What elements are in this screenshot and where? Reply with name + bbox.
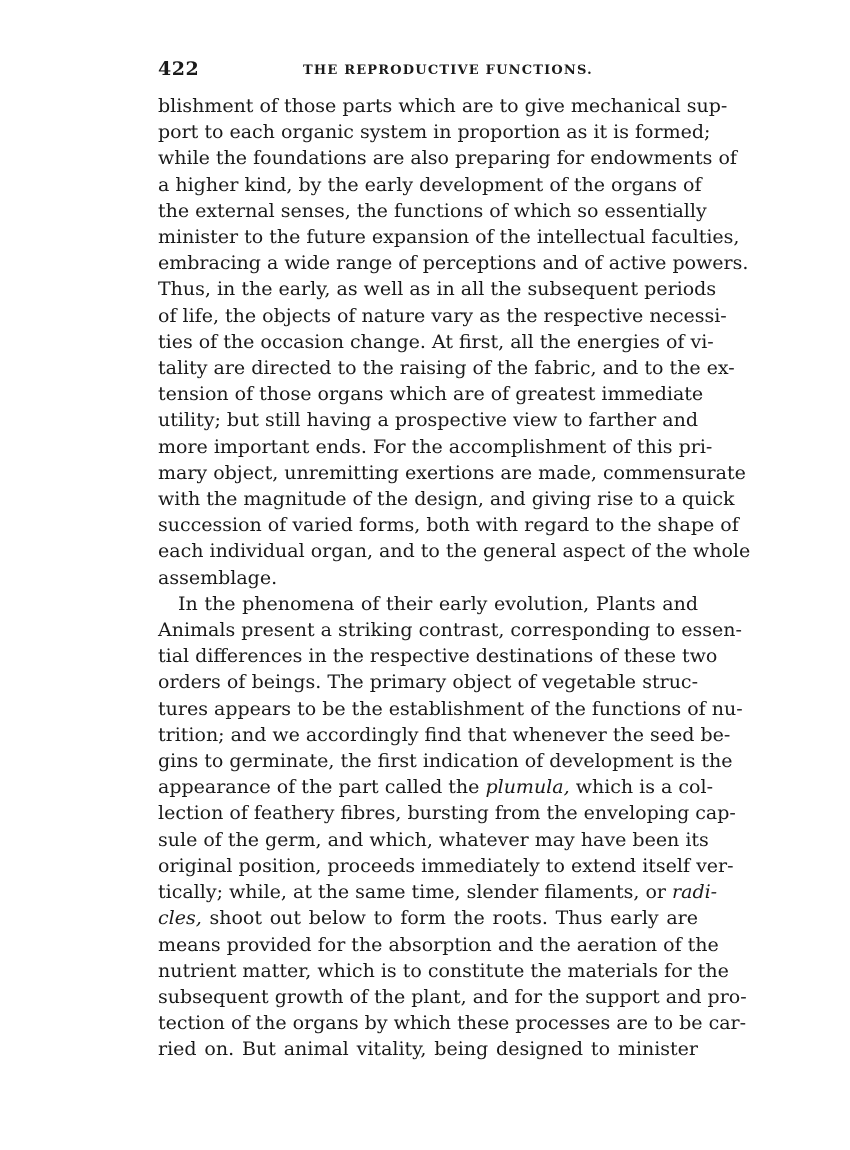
text-fragment: which is a col- [575,776,713,799]
italic-term-radicles: radi- [672,881,718,904]
text-line: Thus, in the early, as well as in all the subsequent periods [158,278,717,301]
text-line-plumula [158,774,713,800]
text-line: assemblage. [158,566,278,589]
body-text [158,93,751,1063]
text-line: nutrient matter, which is to constitute the materials for the [158,959,729,982]
text-line: subsequent growth of the plant, and for the support and pro- [158,985,747,1008]
text-line: lection of feathery fibres, bursting from the enveloping cap- [158,802,736,825]
text-line: original position, proceeds immediately to extend itself ver- [158,854,734,877]
text-line: Animals present a striking contrast, corresponding to essen- [158,619,742,642]
text-line: tension of those organs which are of greatest immediate [158,383,704,406]
text-line-radicles [158,879,718,905]
text-line: more important ends. For the accomplishment of this pri- [158,435,713,458]
text-line: each individual organ, and to the general aspect of the whole [158,540,751,563]
text-line: minister to the future expansion of the intellectual faculties, [158,226,740,249]
text-line: the external senses, the functions of which so essentially [158,199,707,222]
text-fragment: shoot out below to form the roots. Thus early are [209,907,699,930]
text-line: tures appears to be the establishment of the functions of nu- [158,697,743,720]
text-line: with the magnitude of the design, and giving rise to a quick [158,488,735,511]
text-line: tial differences in the respective destinations of these two [158,645,718,668]
text-line: embracing a wide range of perceptions and of active powers. [158,252,749,275]
text-line: tality are directed to the raising of the fabric, and to the ex- [158,357,735,380]
text-line-cles [158,905,698,931]
italic-term-plumula: plumula, [485,776,570,799]
text-line: gins to germinate, the first indication of development is the [158,750,733,773]
page-number: 422 [158,58,200,80]
running-head: THE REPRODUCTIVE FUNCTIONS. [303,63,593,78]
text-fragment: appearance of the part called the [158,776,480,799]
text-line: ried on. But animal vitality, being designed to minister [158,1038,698,1061]
text-line: while the foundations are also preparing for endowments of [158,147,737,170]
text-line: sule of the germ, and which, whatever may have been its [158,828,709,851]
text-line: succession of varied forms, both with regard to the shape of [158,514,739,537]
text-line: a higher kind, by the early development of the organs of [158,173,702,196]
italic-term-cles: cles, [158,907,202,930]
text-line: mary object, unremitting exertions are made, commensurate [158,461,746,484]
text-line: port to each organic system in proportion as it is formed; [158,121,711,144]
text-fragment: tically; while, at the same time, slender filaments, or [158,881,666,904]
text-line: ties of the occasion change. At first, all the energies of vi- [158,330,714,353]
text-line: utility; but still having a prospective view to farther and [158,409,698,432]
text-line: orders of beings. The primary object of vegetable struc- [158,671,698,694]
text-line: means provided for the absorption and the aeration of the [158,933,719,956]
page-header [158,58,698,82]
text-line: In the phenomena of their early evolution, Plants and [178,592,698,615]
text-line: of life, the objects of nature vary as the respective necessi- [158,304,727,327]
text-line: blishment of those parts which are to give mechanical sup- [158,95,728,117]
text-line: trition; and we accordingly find that whenever the seed be- [158,723,731,746]
text-line: tection of the organs by which these processes are to be car- [158,1012,747,1035]
